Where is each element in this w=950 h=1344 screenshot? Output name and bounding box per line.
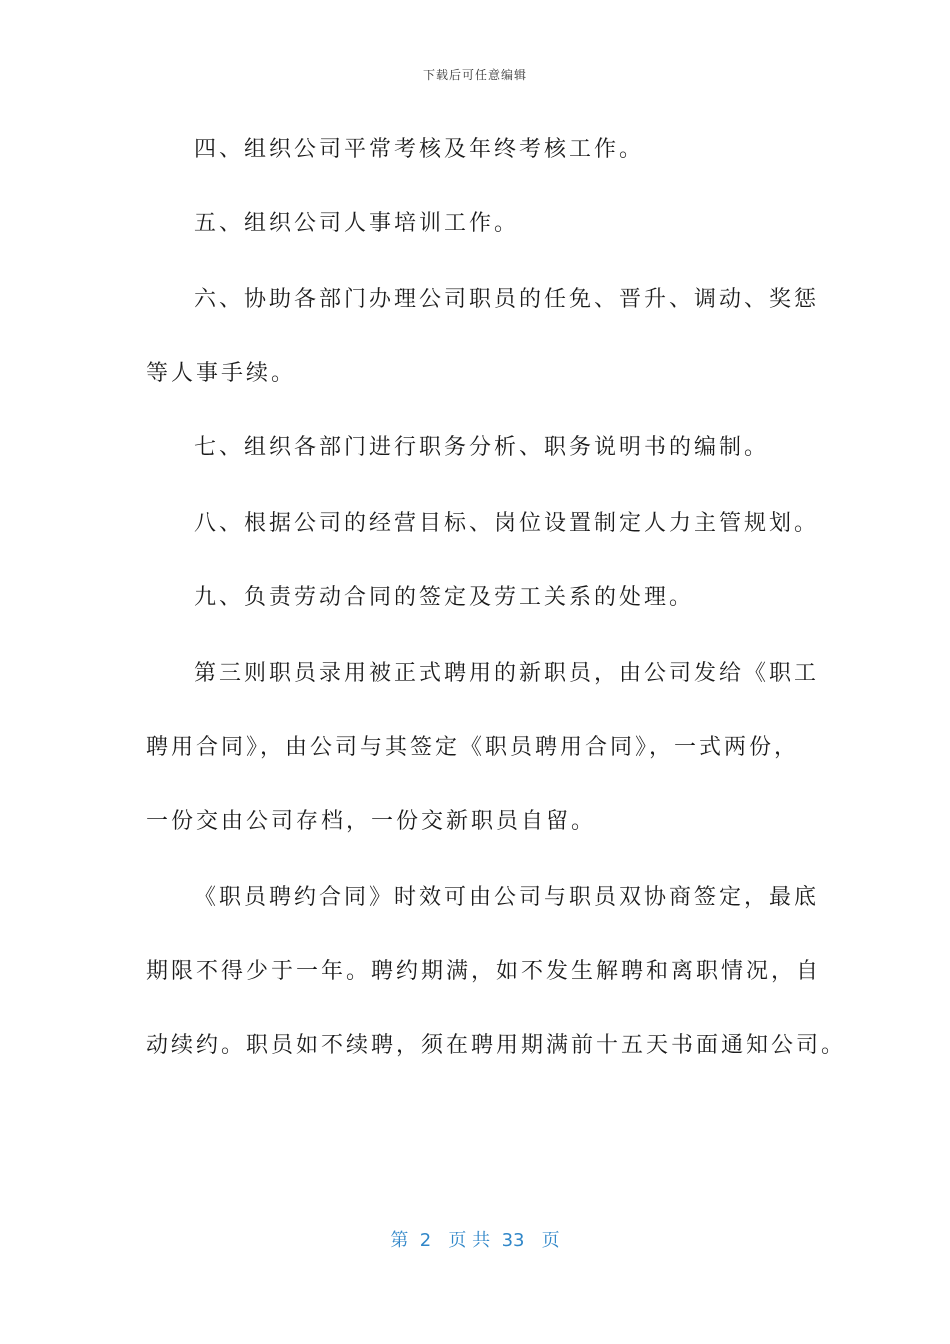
paragraph-line: 动续约。职员如不续聘，须在聘用期满前十五天书面通知公司。 <box>146 1033 847 1058</box>
paragraph-line: 一份交由公司存档，一份交新职员自留。 <box>146 809 597 834</box>
paragraph-line: 等人事手续。 <box>146 361 297 386</box>
paragraph-line: 七、组织各部门进行职务分析、职务说明书的编制。 <box>194 435 770 460</box>
paragraph-line: 期限不得少于一年。聘约期满，如不发生解聘和离职情况，自 <box>146 959 822 984</box>
paragraph-line: 第三则职员录用被正式聘用的新职员，由公司发给《职工 <box>194 661 820 686</box>
paragraph-line: 《职员聘约合同》时效可由公司与职员双协商签定，最底 <box>194 885 820 910</box>
paragraph-line: 四、组织公司平常考核及年终考核工作。 <box>194 137 645 162</box>
header-note: 下载后可任意编辑 <box>422 68 527 82</box>
paragraph-line: 九、负责劳动合同的签定及劳工关系的处理。 <box>194 585 695 610</box>
paragraph-line: 六、协助各部门办理公司职员的任免、晋升、调动、奖惩 <box>194 287 820 312</box>
paragraph-line: 聘用合同》，由公司与其签定《职员聘用合同》，一式两份， <box>146 735 800 760</box>
page-number-footer: 第 2 页 共 33 页 <box>390 1230 560 1251</box>
paragraph-line: 五、组织公司人事培训工作。 <box>194 211 520 236</box>
paragraph-line: 八、根据公司的经营目标、岗位设置制定人力主管规划。 <box>194 511 820 536</box>
